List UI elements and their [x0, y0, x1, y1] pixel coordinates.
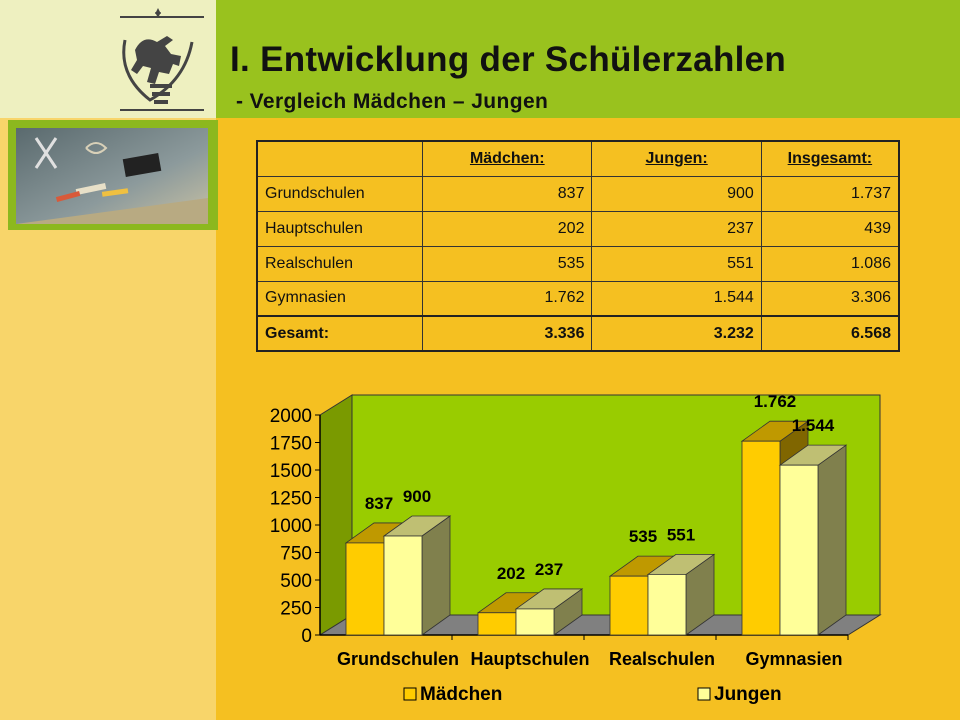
table-header-row — [257, 141, 899, 176]
bar-side — [422, 516, 450, 635]
logo-area — [0, 0, 216, 118]
bar-chart — [256, 370, 960, 720]
bar — [610, 576, 648, 635]
table-row — [257, 281, 899, 316]
total-label: Gesamt: — [257, 316, 423, 351]
chalkboard-photo — [16, 128, 208, 224]
row-label: Realschulen — [257, 246, 423, 281]
bar — [516, 609, 554, 635]
data-label: 237 — [534, 559, 564, 579]
table-row — [257, 211, 899, 246]
data-label: 1.544 — [791, 416, 835, 436]
total-cell: 6.568 — [761, 316, 899, 351]
y-tick-label: 2000 — [269, 406, 312, 427]
row-label: Grundschulen — [257, 176, 423, 211]
column-header: Mädchen: — [423, 141, 592, 176]
table-cell: 1.737 — [761, 176, 899, 211]
legend-label: Jungen — [714, 684, 782, 705]
table-cell: 1.762 — [423, 281, 592, 316]
table-cell: 237 — [592, 211, 761, 246]
table-cell: 535 — [423, 246, 592, 281]
category-label: Gymnasien — [745, 649, 843, 669]
legend-swatch — [404, 688, 416, 700]
student-table — [256, 140, 900, 352]
data-label: 900 — [402, 487, 432, 506]
total-cell: 3.232 — [592, 316, 761, 351]
y-tick-label: 1250 — [269, 488, 312, 510]
row-label: Gymnasien — [257, 281, 423, 316]
y-tick-label: 0 — [301, 626, 312, 647]
table-row — [257, 176, 899, 211]
table-cell: 900 — [592, 176, 761, 211]
bar — [478, 613, 516, 635]
bar — [384, 536, 422, 635]
page-subtitle: - Vergleich Mädchen – Jungen — [236, 90, 549, 113]
legend-label: Mädchen — [420, 684, 503, 705]
data-label: 551 — [666, 525, 696, 545]
bar — [648, 574, 686, 635]
table-cell: 551 — [592, 246, 761, 281]
y-tick-label: 750 — [280, 543, 312, 565]
y-tick-label: 1000 — [269, 516, 312, 537]
bar-side — [818, 445, 846, 635]
table-cell: 1.544 — [592, 281, 761, 316]
y-tick-label: 1750 — [269, 433, 312, 455]
table-cell: 3.306 — [761, 281, 899, 316]
table-cell: 439 — [761, 211, 899, 246]
horse-crest-logo — [0, 0, 216, 118]
total-cell: 3.336 — [423, 316, 592, 351]
table-row — [257, 246, 899, 281]
bar — [780, 465, 818, 635]
data-label: 535 — [628, 527, 658, 547]
table-cell: 837 — [423, 176, 592, 211]
category-label: Grundschulen — [336, 649, 460, 669]
category-label: Realschulen — [608, 649, 716, 669]
column-header: Jungen: — [592, 141, 761, 176]
row-label: Hauptschulen — [257, 211, 423, 246]
table-cell: 1.086 — [761, 246, 899, 281]
y-tick-label: 1500 — [269, 461, 312, 482]
bar — [346, 543, 384, 635]
table-total-row — [257, 316, 899, 351]
legend-swatch — [698, 688, 710, 700]
data-label: 202 — [496, 563, 526, 583]
y-tick-label: 250 — [280, 598, 312, 620]
category-label: Hauptschulen — [470, 649, 590, 669]
page-title: I. Entwicklung der Schülerzahlen — [230, 40, 787, 79]
column-header — [257, 141, 423, 176]
table-cell: 202 — [423, 211, 592, 246]
data-label: 1.762 — [753, 392, 797, 412]
column-header: Insgesamt: — [761, 141, 899, 176]
bar — [742, 441, 780, 635]
y-tick-label: 500 — [280, 571, 312, 592]
data-label: 837 — [364, 493, 394, 513]
